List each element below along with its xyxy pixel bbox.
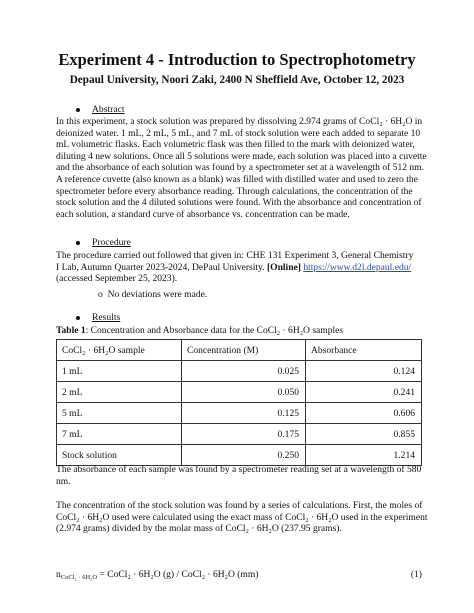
results-heading: Results (76, 312, 120, 323)
table-cell: 5 mL (57, 403, 182, 424)
paragraph-line: A reference cuvette (also known as a blank) was filled with distilled water and used to zero the (56, 173, 418, 185)
page-title: Experiment 4 - Introduction to Spectrophotometry (58, 50, 416, 69)
table-cell: Stock solution (57, 445, 182, 466)
online-tag: [Online] (266, 261, 301, 273)
paragraph-line: nm. (56, 475, 71, 487)
table-caption: Table 1: Concentration and Absorbance data for the CoCl₂ · 6H₂O samples (56, 325, 344, 336)
bullet-icon (76, 241, 80, 245)
table-cell: 0.050 (182, 382, 306, 403)
table-cell: 0.606 (306, 403, 422, 424)
table-header-row (57, 340, 422, 361)
table-row (57, 445, 422, 466)
data-table (56, 339, 422, 466)
table-cell: 0.855 (306, 424, 422, 445)
circle-bullet-icon: o (98, 289, 103, 300)
paragraph-line: The concentration of the stock solution was found by a series of calculations. First, the moles of (56, 500, 423, 511)
equation: $n_{CoCl_2 \cdot 6H_2O}$ = CoCl₂ · 6H₂O (g) / CoCl₂ · 6H₂O (mm) (56, 569, 259, 581)
table-cell: 1.214 (306, 445, 422, 466)
table-header-cell: CoCl₂ · 6H₂O sample (57, 340, 182, 361)
paragraph-line: spectrometer before every absorbance reading. Through calculations, the concentration of the (56, 185, 413, 197)
procedure-paragraph (56, 250, 422, 285)
equation-number: (1) (410, 569, 422, 580)
paragraph-line: I Lab, Autumn Quarter 2023-2024, DePaul University. [Online] https://www.d2l.depaul.edu/ (56, 261, 412, 273)
table-row (57, 403, 422, 424)
table-row (57, 424, 422, 445)
bullet-icon (76, 108, 80, 112)
table-row (57, 382, 422, 403)
paragraph-line: deionized water. 1 mL, 2 mL, 5 mL, and 7 mL of stock solution were each added to separate 10 (56, 127, 421, 139)
procedure-heading: Procedure (76, 237, 131, 248)
table-header-cell: Concentration (M) (182, 340, 306, 361)
table-cell: 1 mL (57, 361, 182, 382)
paragraph-line: (2.974 grams) divided by the molar mass of CoCl₂ · 6H₂O (237.95 grams). (56, 523, 342, 535)
table-row (57, 361, 422, 382)
paragraph-line: (accessed September 25, 2023). (56, 273, 178, 285)
procedure-sub-item: o No deviations were made. (98, 289, 208, 300)
paragraph-line: CoCl₂ · 6H₂O used were calculated using the exact mass of CoCl₂ · 6H₂O used in the experiment (56, 511, 428, 523)
concentration-paragraph (56, 500, 428, 535)
table-cell: 2 mL (57, 382, 182, 403)
paragraph-line: each solution, a standard curve of absorbance vs. concentration can be made. (56, 208, 350, 220)
table-cell: 0.250 (182, 445, 306, 466)
page-subtitle: Depaul University, Noori Zaki, 2400 N Sheffield Ave, October 12, 2023 (69, 74, 405, 86)
paragraph-line: and the absorbance of each solution was found by a spectrometer set at a wavelength of 512 nm. (56, 162, 424, 174)
abstract-paragraph (56, 116, 427, 220)
paragraph-line: diluting 4 new solutions. Once all 5 solutions were made, each solution was placed into a cuvette (56, 150, 427, 162)
table-cell: 0.125 (182, 403, 306, 424)
paragraph-line: In this experiment, a stock solution was prepared by dissolving 2.974 grams of CoCl₂ · 6H₂O in (56, 116, 423, 127)
table-cell: 0.124 (306, 361, 422, 382)
reference-link[interactable]: https://www.d2l.depaul.edu/ (303, 261, 412, 273)
paragraph-line: stock solution and the 4 diluted solutions were found. With the absorbance and concentration of (56, 197, 422, 209)
paragraph-line: The absorbance of each sample was found by a spectrometer reading set at a wavelength of 580 (56, 464, 422, 475)
table-cell: 0.241 (306, 382, 422, 403)
paragraph-line: The procedure carried out followed that given in: CHE 131 Experiment 3, General Chemistry (56, 250, 414, 261)
table-cell: 0.025 (182, 361, 306, 382)
table-header-cell: Absorbance (306, 340, 422, 361)
table-cell: 7 mL (57, 424, 182, 445)
table-cell: 0.175 (182, 424, 306, 445)
bullet-icon (76, 316, 80, 320)
paragraph-line: mL volumetric flasks. Each volumetric flask was then filled to the mark with deionized water, (56, 139, 415, 151)
abstract-heading: Abstract (76, 104, 125, 115)
wavelength-paragraph (56, 464, 422, 487)
